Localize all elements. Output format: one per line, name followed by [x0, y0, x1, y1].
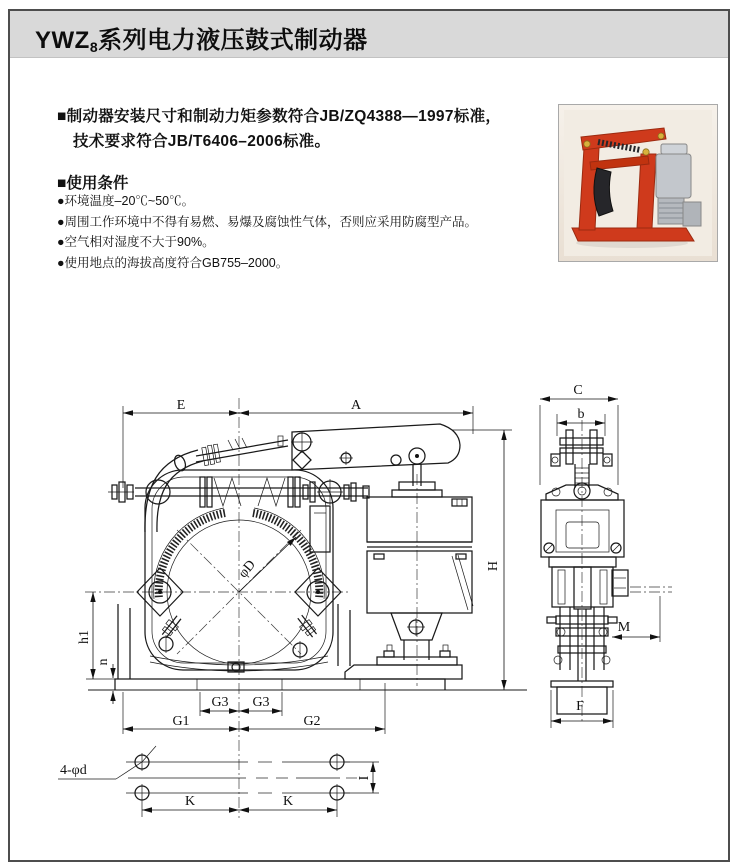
dim-label-e: E: [176, 398, 186, 413]
title-suffix: 系列电力液压鼓式制动器: [98, 27, 368, 54]
dim-label-i: I: [357, 775, 372, 781]
dim-label-m: M: [617, 620, 631, 635]
dim-label-h: H: [486, 560, 501, 572]
dim-label-c: C: [573, 383, 583, 398]
dim-label-g3-left: G3: [211, 695, 229, 710]
product-photo-illustration: [564, 110, 712, 256]
standards-line-1: ■制动器安装尺寸和制动力矩参数符合JB/ZQ4388—1997标准，: [57, 108, 502, 125]
dim-label-b: b: [577, 407, 585, 422]
technical-drawing: [0, 370, 738, 840]
dim-label-g1: G1: [172, 714, 190, 729]
page-title: [35, 20, 368, 55]
title-prefix: YWZ: [35, 27, 90, 54]
dim-label-a: A: [350, 398, 362, 413]
condition-item: ●环境温度–20℃~50℃。: [57, 194, 195, 208]
side-view: [540, 383, 672, 728]
title-bar: [10, 11, 728, 58]
condition-item: ●周围工作环境中不得有易燃、易爆及腐蚀性气体，否则应采用防腐型产品。: [57, 214, 478, 229]
dim-label-f: F: [576, 699, 584, 714]
title-subscript: 8: [89, 39, 99, 55]
plan-view: [58, 746, 379, 817]
dim-label-g2: G2: [303, 714, 321, 729]
dim-label-g3-right: G3: [252, 695, 270, 710]
dim-label-k-left: K: [184, 794, 196, 809]
dim-label-n: n: [96, 658, 111, 666]
dim-label-h1: h1: [77, 630, 92, 644]
standards-paragraph: [57, 104, 501, 154]
standards-line-2: 技术要求符合JB/T6406–2006标准。: [73, 133, 331, 150]
conditions-list: [57, 191, 477, 273]
hydraulic-thruster: [345, 474, 473, 686]
condition-item: ●空气相对湿度不大于90%。: [57, 235, 215, 249]
hole-callout-label: 4-φd: [60, 763, 87, 778]
conditions-heading: ■使用条件: [57, 175, 129, 192]
dim-label-drum-diameter: φD: [235, 557, 259, 582]
condition-item: ●使用地点的海拔高度符合GB755–2000。: [57, 255, 289, 270]
dim-label-k-right: K: [282, 794, 294, 809]
product-photo: [558, 104, 718, 262]
